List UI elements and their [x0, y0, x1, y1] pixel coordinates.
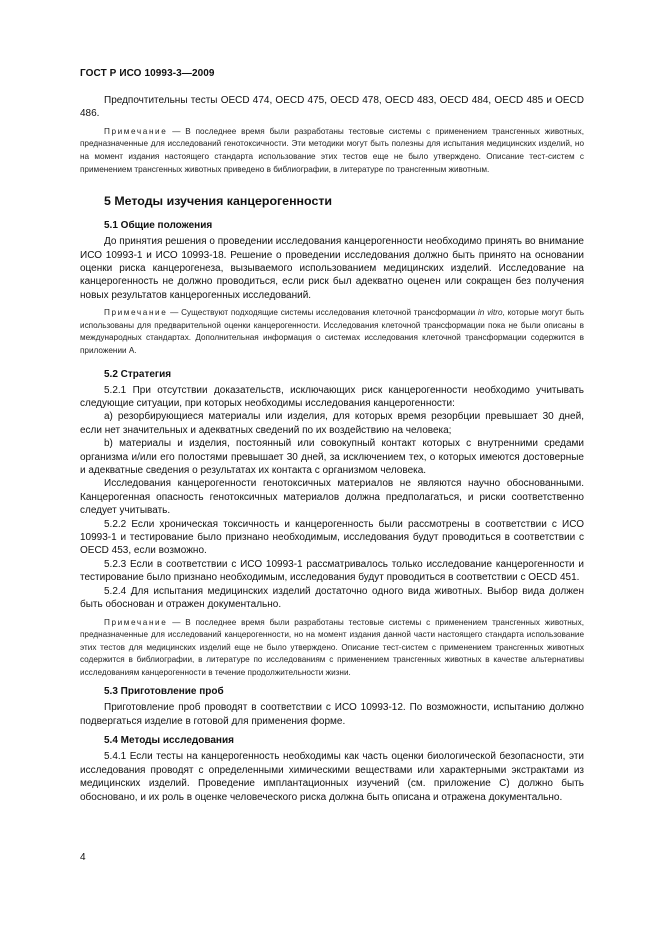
- document-header: ГОСТ Р ИСО 10993-3—2009: [80, 68, 215, 79]
- document-body: [80, 94, 584, 804]
- paragraph-5-2-3: 5.2.3 Если в соответствии с ИСО 10993-1 рассматривалось только исследование канцерогенности и тестирование было признано необходимым, исследования будут проводиться в соответствии с OECD 451.: [80, 558, 584, 584]
- list-item-a: a) резорбирующиеся материалы или изделия, для которых время резорбции превышает 30 дней, если нет значительных и адекватных сведений по их воздействию на человека;: [80, 411, 584, 436]
- subsection-heading-5-4: 5.4 Методы исследования: [104, 735, 234, 747]
- page-number: 4: [80, 852, 86, 863]
- subsection-heading-5-2: 5.2 Стратегия: [104, 368, 172, 380]
- paragraph-5-2-4: 5.2.4 Для испытания медицинских изделий достаточно одного вида животных. Выбор вида должен быть обоснован и отражен документально.: [80, 585, 584, 611]
- subsection-heading-5-3: 5.3 Приготовление проб: [104, 686, 224, 698]
- note-text: — Существуют подходящие системы исследования клеточной трансформации: [167, 308, 478, 318]
- note-label: Примечание: [104, 617, 168, 627]
- paragraph-5-2-2: 5.2.2 Если хроническая токсичность и канцерогенность были рассмотрены в соответствии с ИСО 10993-1 и тестирование было признано необходимым, исследования будут проводиться в соответствии с OECD 453, если возможно.: [80, 518, 584, 557]
- note-transgenic-carcinogenicity: [80, 617, 584, 680]
- note-text: — В последнее время были разработаны тестовые системы с применением трансгенных животных, предназначенные для исследований канцерогенности, но на момент издания данной части настоящего стандарта использование этих тестов для медицинских изделий еще не было утверждено. Описание тест-систем с применением трансгенных животных содержится в библиографии, в литературе по исследованиям с применением трансгенных животных в качестве альтернативы исследованиям канцерогенности в течение продолжительности жизни.: [80, 617, 584, 677]
- paragraph-5-2-1: 5.2.1 При отсутствии доказательств, исключающих риск канцерогенности необходимо учитывать следующие ситуации, при которых необходимы исследования канцерогенности:: [80, 384, 584, 409]
- note-label: Примечание: [104, 126, 168, 136]
- note-text: , которые могут быть использованы для предварительной оценки канцерогенности. Исследования клеточной трансформации пока не были описаны в международных стандартах. Дополнительная информация о системах исследования клеточной трансформации содержится в приложении А.: [80, 308, 584, 355]
- note-cell-transformation: [80, 307, 584, 357]
- paragraph-5-3: Приготовление проб проводят в соответствии с ИСО 10993-12. По возможности, испытанию должно подвергаться изделие в готовой для применения форме.: [80, 702, 584, 727]
- note-text: — В последнее время были разработаны тестовые системы с применением трансгенных животных, предназначенные для исследований генотоксичности. Эти методики могут быть полезны для испытания медицинских изделий, но на момент издания настоящего стандарта использование этих тестов еще не было утверждено. Описание тест-систем с применением трансгенных животных приведено в библиографии, в литературе по трансгенным животным.: [80, 126, 584, 174]
- paragraph-5-4-1: 5.4.1 Если тесты на канцерогенность необходимы как часть оценки биологической безопасности, эти исследования проводят с определенными химическими веществами или характерными экстрактами из медицинских изделий. Проведение имплантационных изучений (см. приложение С) должно быть обосновано, и их роль в оценке человеческого риска должна быть описана и отражена документально.: [80, 751, 584, 803]
- note-transgenic-genotoxicity: [80, 126, 584, 176]
- note-label: Примечание: [104, 308, 168, 318]
- note-term-in-vitro: in vitro: [477, 308, 503, 318]
- list-item-b: b) материалы и изделия, постоянный или совокупный контакт которых с внутренними средами организма и/или его полостями превышает 30 дней, за исключением тех, о которых имеются достоверные и адекватные сведения о результатах их контакта с организмом человека.: [80, 438, 584, 477]
- paragraph-genotoxic: Исследования канцерогенности генотоксичных материалов не являются научно обоснованными. Канцерогенная опасность генотоксичных материалов должна предполагаться, и риски соответственно следует учитывать.: [80, 478, 584, 517]
- subsection-heading-5-1: 5.1 Общие положения: [104, 220, 213, 232]
- paragraph-preferred-tests: Предпочтительны тесты OECD 474, OECD 475, OECD 478, OECD 483, OECD 484, OECD 485 и OECD 486.: [80, 95, 584, 120]
- paragraph-5-1: До принятия решения о проведении исследования канцерогенности необходимо принять во внимание ИСО 10993-1 и ИСО 10993-18. Решение о проведении исследования должно быть принято на основании оценки риска канцерогенеза, вызываемого использованием медицинских изделий. Исследование на канцерогенность не должно проводиться, если риск был адекватно оценен или сокращен без получения новых результатов канцерогенных исследований.: [80, 236, 584, 301]
- section-heading-5: 5 Методы изучения канцерогенности: [104, 194, 333, 209]
